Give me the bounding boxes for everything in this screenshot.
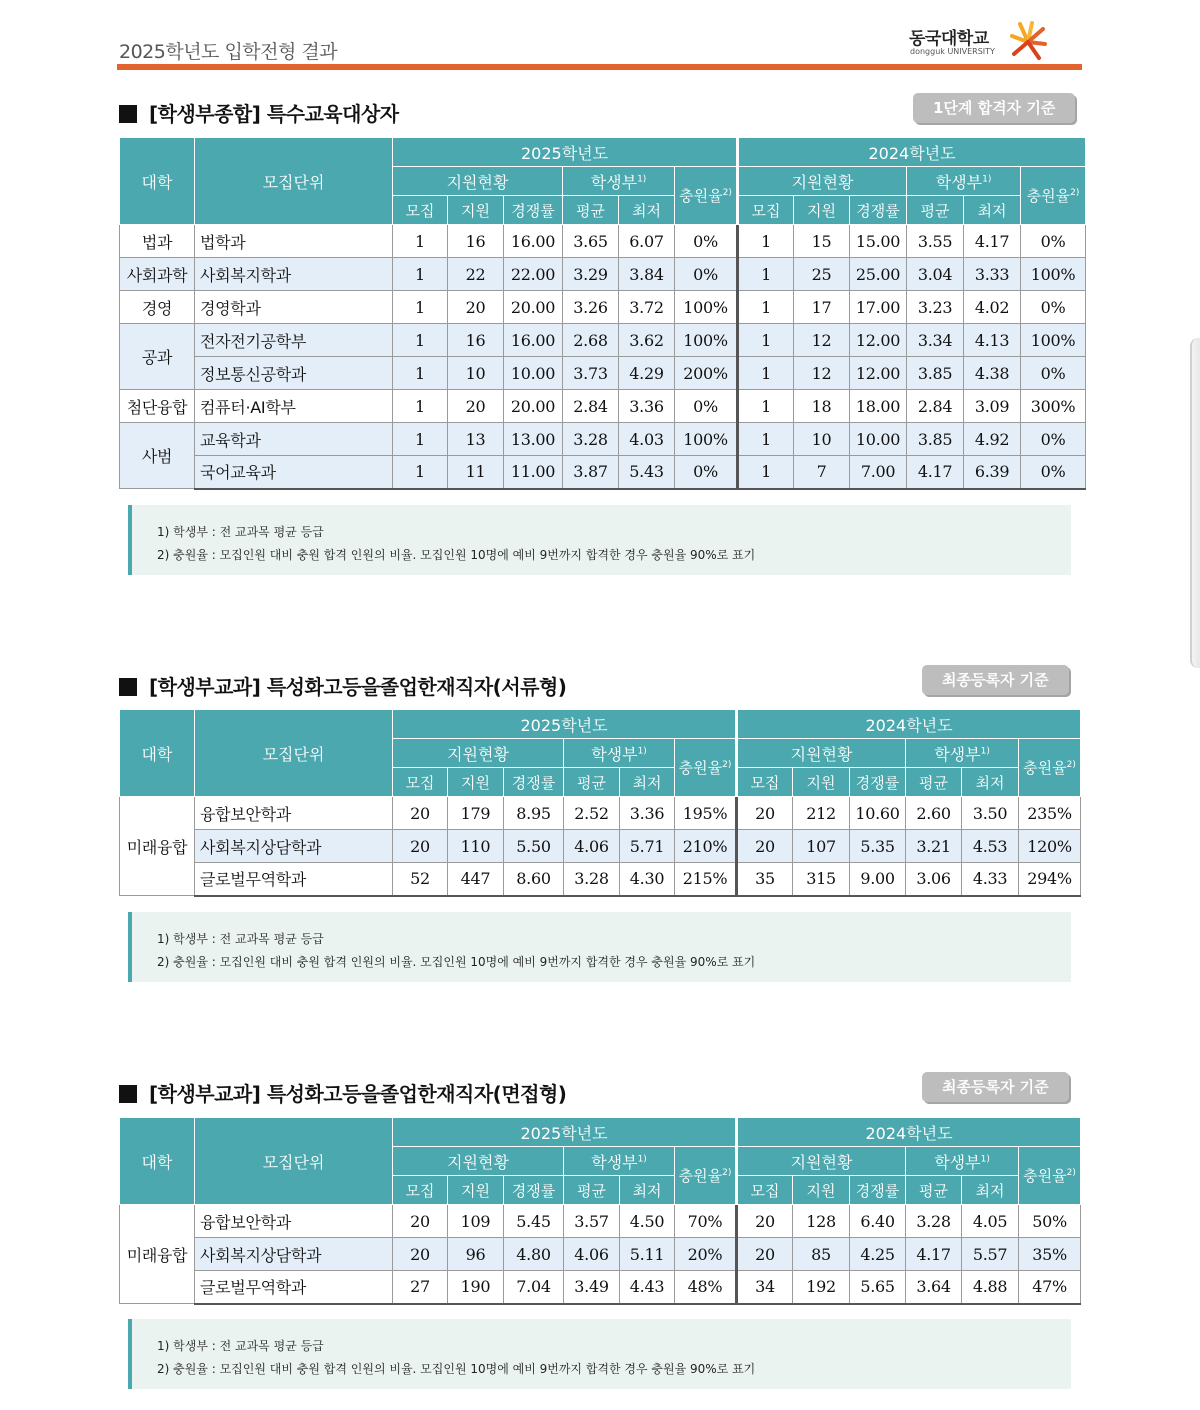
table-row — [120, 1271, 1081, 1304]
value-cell: 5.11 — [620, 1238, 675, 1271]
value-cell: 12 — [794, 357, 850, 390]
college-cell: 미래융합 — [120, 1205, 195, 1304]
section-title: [학생부종합] 특수교육대상자 — [119, 98, 399, 127]
footnote-fill-rate: 2) 충원율 : 모집인원 대비 충원 합격 인원의 비율. 모집인원 10명에 예비 9번까지 합격한 경우 충원율 90%로 표기 — [157, 1362, 756, 1376]
header-records: 학생부$^{1)}$ — [563, 167, 675, 196]
value-cell: 3.26 — [563, 291, 619, 324]
bullet-square-icon — [119, 678, 137, 696]
table-row — [120, 291, 1086, 324]
value-cell: 1 — [393, 423, 448, 456]
value-cell: 4.29 — [619, 357, 675, 390]
value-cell: 1 — [393, 291, 448, 324]
value-cell: 2.84 — [563, 390, 619, 423]
value-cell: 0% — [675, 258, 738, 291]
header-fill-rate: 충원율$^{2)}$ — [675, 739, 737, 797]
header-competition: 경쟁률 — [850, 196, 907, 225]
table-row — [120, 357, 1086, 390]
unit-cell: 융합보안학과 — [195, 1205, 393, 1238]
value-cell: 0% — [1021, 225, 1086, 258]
value-cell: 0% — [1021, 291, 1086, 324]
value-cell: 1 — [393, 324, 448, 357]
value-cell: 17.00 — [850, 291, 907, 324]
value-cell: 0% — [675, 456, 738, 489]
value-cell: 20 — [737, 1238, 793, 1271]
value-cell: 20.00 — [504, 291, 563, 324]
footnote-fill-rate: 2) 충원율 : 모집인원 대비 충원 합격 인원의 비율. 모집인원 10명에 예비 9번까지 합격한 경우 충원율 90%로 표기 — [157, 955, 756, 969]
header-college: 대학 — [120, 138, 195, 225]
value-cell: 4.43 — [620, 1271, 675, 1304]
value-cell: 5.71 — [620, 830, 675, 863]
criteria-badge: 최종등록자 기준 — [922, 1072, 1069, 1102]
value-cell: 22 — [448, 258, 504, 291]
value-cell: 34 — [737, 1271, 793, 1304]
value-cell: 4.80 — [504, 1238, 564, 1271]
value-cell: 447 — [448, 863, 504, 896]
value-cell: 3.28 — [906, 1205, 962, 1238]
header-fill-rate: 충원율$^{2)}$ — [1021, 167, 1086, 225]
value-cell: 4.06 — [564, 1238, 620, 1271]
value-cell: 5.45 — [504, 1205, 564, 1238]
value-cell: 4.13 — [964, 324, 1021, 357]
header-avg: 평균 — [907, 196, 964, 225]
header-recruit: 모집 — [737, 1176, 793, 1205]
header-apply: 지원 — [448, 768, 504, 797]
value-cell: 10.00 — [850, 423, 907, 456]
value-cell: 4.92 — [964, 423, 1021, 456]
value-cell: 20 — [737, 797, 793, 830]
footnote-box — [128, 505, 1071, 575]
header-year-2024: 2024학년도 — [737, 710, 1081, 739]
value-cell: 4.38 — [964, 357, 1021, 390]
value-cell: 85 — [793, 1238, 850, 1271]
unit-cell: 전자전기공학부 — [195, 324, 393, 357]
value-cell: 215% — [675, 863, 737, 896]
value-cell: 2.60 — [906, 797, 962, 830]
value-cell: 3.23 — [907, 291, 964, 324]
footnote-records: 1) 학생부 : 전 교과목 평균 등급 — [157, 1339, 324, 1353]
value-cell: 96 — [448, 1238, 504, 1271]
unit-cell: 경영학과 — [195, 291, 393, 324]
value-cell: 100% — [675, 291, 738, 324]
page-title: 2025학년도 입학전형 결과 — [119, 41, 338, 63]
header-recruit: 모집 — [738, 196, 794, 225]
value-cell: 3.65 — [563, 225, 619, 258]
section-title: [학생부교과] 특성화고등을졸업한재직자(면접형) — [119, 1078, 566, 1107]
value-cell: 2.68 — [563, 324, 619, 357]
unit-cell: 글로벌무역학과 — [195, 863, 393, 896]
value-cell: 7.04 — [504, 1271, 564, 1304]
value-cell: 25.00 — [850, 258, 907, 291]
header-recruit: 모집 — [393, 768, 448, 797]
value-cell: 52 — [393, 863, 448, 896]
value-cell: 8.60 — [504, 863, 564, 896]
header-competition: 경쟁률 — [504, 1176, 564, 1205]
value-cell: 4.33 — [962, 863, 1019, 896]
header-avg: 평균 — [563, 196, 619, 225]
value-cell: 3.21 — [906, 830, 962, 863]
value-cell: 20 — [393, 797, 448, 830]
value-cell: 3.33 — [964, 258, 1021, 291]
table-row — [120, 1238, 1081, 1271]
value-cell: 20 — [393, 830, 448, 863]
value-cell: 35% — [1019, 1238, 1081, 1271]
header-competition: 경쟁률 — [504, 768, 564, 797]
header-records: 학생부$^{1)}$ — [907, 167, 1021, 196]
value-cell: 3.85 — [907, 357, 964, 390]
header-apply: 지원 — [448, 196, 504, 225]
value-cell: 20 — [393, 1205, 448, 1238]
value-cell: 4.17 — [906, 1238, 962, 1271]
value-cell: 4.50 — [620, 1205, 675, 1238]
value-cell: 3.57 — [564, 1205, 620, 1238]
header-college: 대학 — [120, 1118, 195, 1205]
value-cell: 3.64 — [906, 1271, 962, 1304]
header-apply: 지원 — [793, 1176, 850, 1205]
value-cell: 6.40 — [850, 1205, 906, 1238]
value-cell: 5.50 — [504, 830, 564, 863]
value-cell: 235% — [1019, 797, 1081, 830]
header-applicants: 지원현황 — [393, 167, 563, 196]
header-lowest: 최저 — [962, 1176, 1019, 1205]
header-year-2024: 2024학년도 — [738, 138, 1086, 167]
value-cell: 3.84 — [619, 258, 675, 291]
value-cell: 1 — [393, 225, 448, 258]
header-year-2025: 2025학년도 — [393, 138, 738, 167]
value-cell: 110 — [448, 830, 504, 863]
value-cell: 20 — [448, 390, 504, 423]
unit-cell: 법학과 — [195, 225, 393, 258]
header-apply: 지원 — [793, 768, 850, 797]
value-cell: 20.00 — [504, 390, 563, 423]
value-cell: 48% — [675, 1271, 737, 1304]
value-cell: 195% — [675, 797, 737, 830]
value-cell: 100% — [1021, 324, 1086, 357]
header-applicants: 지원현황 — [393, 739, 564, 768]
admission-results-table — [119, 709, 1081, 897]
value-cell: 5.65 — [850, 1271, 906, 1304]
header-unit: 모집단위 — [195, 1118, 393, 1205]
logo-english-name: dongguk UNIVERSITY — [910, 47, 995, 56]
value-cell: 10.60 — [850, 797, 906, 830]
value-cell: 4.03 — [619, 423, 675, 456]
header-fill-rate: 충원율$^{2)}$ — [675, 1147, 737, 1205]
value-cell: 3.50 — [962, 797, 1019, 830]
value-cell: 22.00 — [504, 258, 563, 291]
table-row — [120, 1205, 1081, 1238]
value-cell: 16 — [448, 324, 504, 357]
value-cell: 1 — [393, 456, 448, 489]
value-cell: 3.34 — [907, 324, 964, 357]
value-cell: 294% — [1019, 863, 1081, 896]
value-cell: 0% — [675, 225, 738, 258]
table-row — [120, 225, 1086, 258]
header-applicants: 지원현황 — [738, 167, 907, 196]
criteria-badge: 1단계 합격자 기준 — [913, 93, 1075, 123]
value-cell: 6.07 — [619, 225, 675, 258]
header-applicants: 지원현황 — [393, 1147, 564, 1176]
value-cell: 107 — [793, 830, 850, 863]
header-competition: 경쟁률 — [850, 768, 906, 797]
bullet-square-icon — [119, 105, 137, 123]
value-cell: 4.53 — [962, 830, 1019, 863]
unit-cell: 융합보안학과 — [195, 797, 393, 830]
header-lowest: 최저 — [620, 768, 675, 797]
table-row — [120, 830, 1081, 863]
value-cell: 1 — [738, 258, 794, 291]
value-cell: 1 — [738, 357, 794, 390]
value-cell: 13.00 — [504, 423, 563, 456]
header-avg: 평균 — [906, 768, 962, 797]
section-title: [학생부교과] 특성화고등을졸업한재직자(서류형) — [119, 671, 566, 700]
value-cell: 10 — [794, 423, 850, 456]
value-cell: 3.36 — [619, 390, 675, 423]
value-cell: 1 — [393, 390, 448, 423]
value-cell: 16.00 — [504, 225, 563, 258]
value-cell: 3.62 — [619, 324, 675, 357]
header-avg: 평균 — [564, 768, 620, 797]
value-cell: 1 — [738, 291, 794, 324]
lotus-emblem-icon — [1008, 20, 1048, 62]
value-cell: 212 — [793, 797, 850, 830]
value-cell: 2.52 — [564, 797, 620, 830]
value-cell: 128 — [793, 1205, 850, 1238]
university-logo — [905, 18, 1045, 64]
value-cell: 20 — [393, 1238, 448, 1271]
value-cell: 9.00 — [850, 863, 906, 896]
header-lowest: 최저 — [964, 196, 1021, 225]
value-cell: 20% — [675, 1238, 737, 1271]
value-cell: 17 — [794, 291, 850, 324]
unit-cell: 교육학과 — [195, 423, 393, 456]
value-cell: 4.05 — [962, 1205, 1019, 1238]
header-rule — [117, 64, 1082, 70]
value-cell: 70% — [675, 1205, 737, 1238]
value-cell: 8.95 — [504, 797, 564, 830]
college-cell: 첨단융합 — [120, 390, 195, 423]
header-applicants: 지원현황 — [737, 1147, 906, 1176]
admission-results-table — [119, 137, 1086, 490]
table-row — [120, 258, 1086, 291]
value-cell: 50% — [1019, 1205, 1081, 1238]
value-cell: 4.17 — [907, 456, 964, 489]
value-cell: 3.04 — [907, 258, 964, 291]
value-cell: 20 — [737, 830, 793, 863]
value-cell: 100% — [1021, 258, 1086, 291]
value-cell: 12.00 — [850, 324, 907, 357]
table-row — [120, 797, 1081, 830]
value-cell: 10 — [448, 357, 504, 390]
college-cell: 경영 — [120, 291, 195, 324]
value-cell: 20 — [737, 1205, 793, 1238]
value-cell: 6.39 — [964, 456, 1021, 489]
footnote-box — [128, 1319, 1071, 1389]
value-cell: 18 — [794, 390, 850, 423]
value-cell: 1 — [393, 258, 448, 291]
value-cell: 3.49 — [564, 1271, 620, 1304]
unit-cell: 글로벌무역학과 — [195, 1271, 393, 1304]
header-year-2024: 2024학년도 — [737, 1118, 1081, 1147]
value-cell: 27 — [393, 1271, 448, 1304]
header-competition: 경쟁률 — [850, 1176, 906, 1205]
value-cell: 4.25 — [850, 1238, 906, 1271]
value-cell: 16.00 — [504, 324, 563, 357]
value-cell: 5.35 — [850, 830, 906, 863]
header-records: 학생부$^{1)}$ — [906, 1147, 1019, 1176]
value-cell: 4.17 — [964, 225, 1021, 258]
value-cell: 4.30 — [620, 863, 675, 896]
value-cell: 3.09 — [964, 390, 1021, 423]
value-cell: 18.00 — [850, 390, 907, 423]
value-cell: 0% — [1021, 456, 1086, 489]
value-cell: 15 — [794, 225, 850, 258]
value-cell: 5.43 — [619, 456, 675, 489]
value-cell: 315 — [793, 863, 850, 896]
value-cell: 210% — [675, 830, 737, 863]
value-cell: 25 — [794, 258, 850, 291]
header-competition: 경쟁률 — [504, 196, 563, 225]
value-cell: 10.00 — [504, 357, 563, 390]
unit-cell: 정보통신공학과 — [195, 357, 393, 390]
value-cell: 1 — [738, 423, 794, 456]
value-cell: 1 — [738, 324, 794, 357]
value-cell: 35 — [737, 863, 793, 896]
header-fill-rate: 충원율$^{2)}$ — [1019, 1147, 1081, 1205]
header-lowest: 최저 — [962, 768, 1019, 797]
value-cell: 2.84 — [907, 390, 964, 423]
value-cell: 190 — [448, 1271, 504, 1304]
college-cell: 미래융합 — [120, 797, 195, 896]
value-cell: 1 — [738, 225, 794, 258]
footnote-box — [128, 912, 1071, 982]
header-recruit: 모집 — [737, 768, 793, 797]
footnote-records: 1) 학생부 : 전 교과목 평균 등급 — [157, 525, 324, 539]
value-cell: 1 — [738, 390, 794, 423]
value-cell: 16 — [448, 225, 504, 258]
value-cell: 3.28 — [563, 423, 619, 456]
value-cell: 15.00 — [850, 225, 907, 258]
college-cell: 법과 — [120, 225, 195, 258]
header-fill-rate: 충원율$^{2)}$ — [1019, 739, 1081, 797]
value-cell: 3.87 — [563, 456, 619, 489]
value-cell: 3.72 — [619, 291, 675, 324]
value-cell: 200% — [675, 357, 738, 390]
scroll-edge-handle[interactable] — [1190, 338, 1200, 668]
header-year-2025: 2025학년도 — [393, 1118, 737, 1147]
value-cell: 20 — [448, 291, 504, 324]
value-cell: 120% — [1019, 830, 1081, 863]
table-row — [120, 390, 1086, 423]
table-row — [120, 423, 1086, 456]
value-cell: 0% — [1021, 423, 1086, 456]
value-cell: 3.85 — [907, 423, 964, 456]
unit-cell: 사회복지학과 — [195, 258, 393, 291]
value-cell: 179 — [448, 797, 504, 830]
value-cell: 109 — [448, 1205, 504, 1238]
value-cell: 4.88 — [962, 1271, 1019, 1304]
value-cell: 3.73 — [563, 357, 619, 390]
value-cell: 3.36 — [620, 797, 675, 830]
unit-cell: 국어교육과 — [195, 456, 393, 489]
header-avg: 평균 — [906, 1176, 962, 1205]
value-cell: 7 — [794, 456, 850, 489]
header-lowest: 최저 — [620, 1176, 675, 1205]
logo-korean-name: 동국대학교 — [909, 29, 989, 49]
value-cell: 192 — [793, 1271, 850, 1304]
value-cell: 12.00 — [850, 357, 907, 390]
footnote-records: 1) 학생부 : 전 교과목 평균 등급 — [157, 932, 324, 946]
value-cell: 300% — [1021, 390, 1086, 423]
header-recruit: 모집 — [393, 196, 448, 225]
value-cell: 4.06 — [564, 830, 620, 863]
value-cell: 11.00 — [504, 456, 563, 489]
header-apply: 지원 — [448, 1176, 504, 1205]
value-cell: 100% — [675, 423, 738, 456]
table-row — [120, 456, 1086, 489]
value-cell: 3.55 — [907, 225, 964, 258]
table-row — [120, 863, 1081, 896]
value-cell: 3.29 — [563, 258, 619, 291]
unit-cell: 사회복지상담학과 — [195, 1238, 393, 1271]
value-cell: 3.06 — [906, 863, 962, 896]
header-fill-rate: 충원율$^{2)}$ — [675, 167, 738, 225]
value-cell: 100% — [675, 324, 738, 357]
value-cell: 4.02 — [964, 291, 1021, 324]
header-applicants: 지원현황 — [737, 739, 906, 768]
value-cell: 7.00 — [850, 456, 907, 489]
college-cell: 사범 — [120, 423, 195, 489]
header-records: 학생부$^{1)}$ — [564, 1147, 675, 1176]
header-recruit: 모집 — [393, 1176, 448, 1205]
unit-cell: 컴퓨터·AI학부 — [195, 390, 393, 423]
criteria-badge: 최종등록자 기준 — [922, 665, 1069, 695]
value-cell: 0% — [675, 390, 738, 423]
value-cell: 3.28 — [564, 863, 620, 896]
value-cell: 5.57 — [962, 1238, 1019, 1271]
value-cell: 11 — [448, 456, 504, 489]
college-cell: 공과 — [120, 324, 195, 390]
header-year-2025: 2025학년도 — [393, 710, 737, 739]
value-cell: 0% — [1021, 357, 1086, 390]
header-unit: 모집단위 — [195, 138, 393, 225]
value-cell: 13 — [448, 423, 504, 456]
value-cell: 12 — [794, 324, 850, 357]
header-records: 학생부$^{1)}$ — [564, 739, 675, 768]
header-avg: 평균 — [564, 1176, 620, 1205]
header-records: 학생부$^{1)}$ — [906, 739, 1019, 768]
value-cell: 47% — [1019, 1271, 1081, 1304]
value-cell: 1 — [738, 456, 794, 489]
unit-cell: 사회복지상담학과 — [195, 830, 393, 863]
value-cell: 1 — [393, 357, 448, 390]
table-row — [120, 324, 1086, 357]
header-college: 대학 — [120, 710, 195, 797]
college-cell: 사회과학 — [120, 258, 195, 291]
bullet-square-icon — [119, 1085, 137, 1103]
header-apply: 지원 — [794, 196, 850, 225]
footnote-fill-rate: 2) 충원율 : 모집인원 대비 충원 합격 인원의 비율. 모집인원 10명에 예비 9번까지 합격한 경우 충원율 90%로 표기 — [157, 548, 756, 562]
header-unit: 모집단위 — [195, 710, 393, 797]
header-lowest: 최저 — [619, 196, 675, 225]
admission-results-table — [119, 1117, 1081, 1305]
